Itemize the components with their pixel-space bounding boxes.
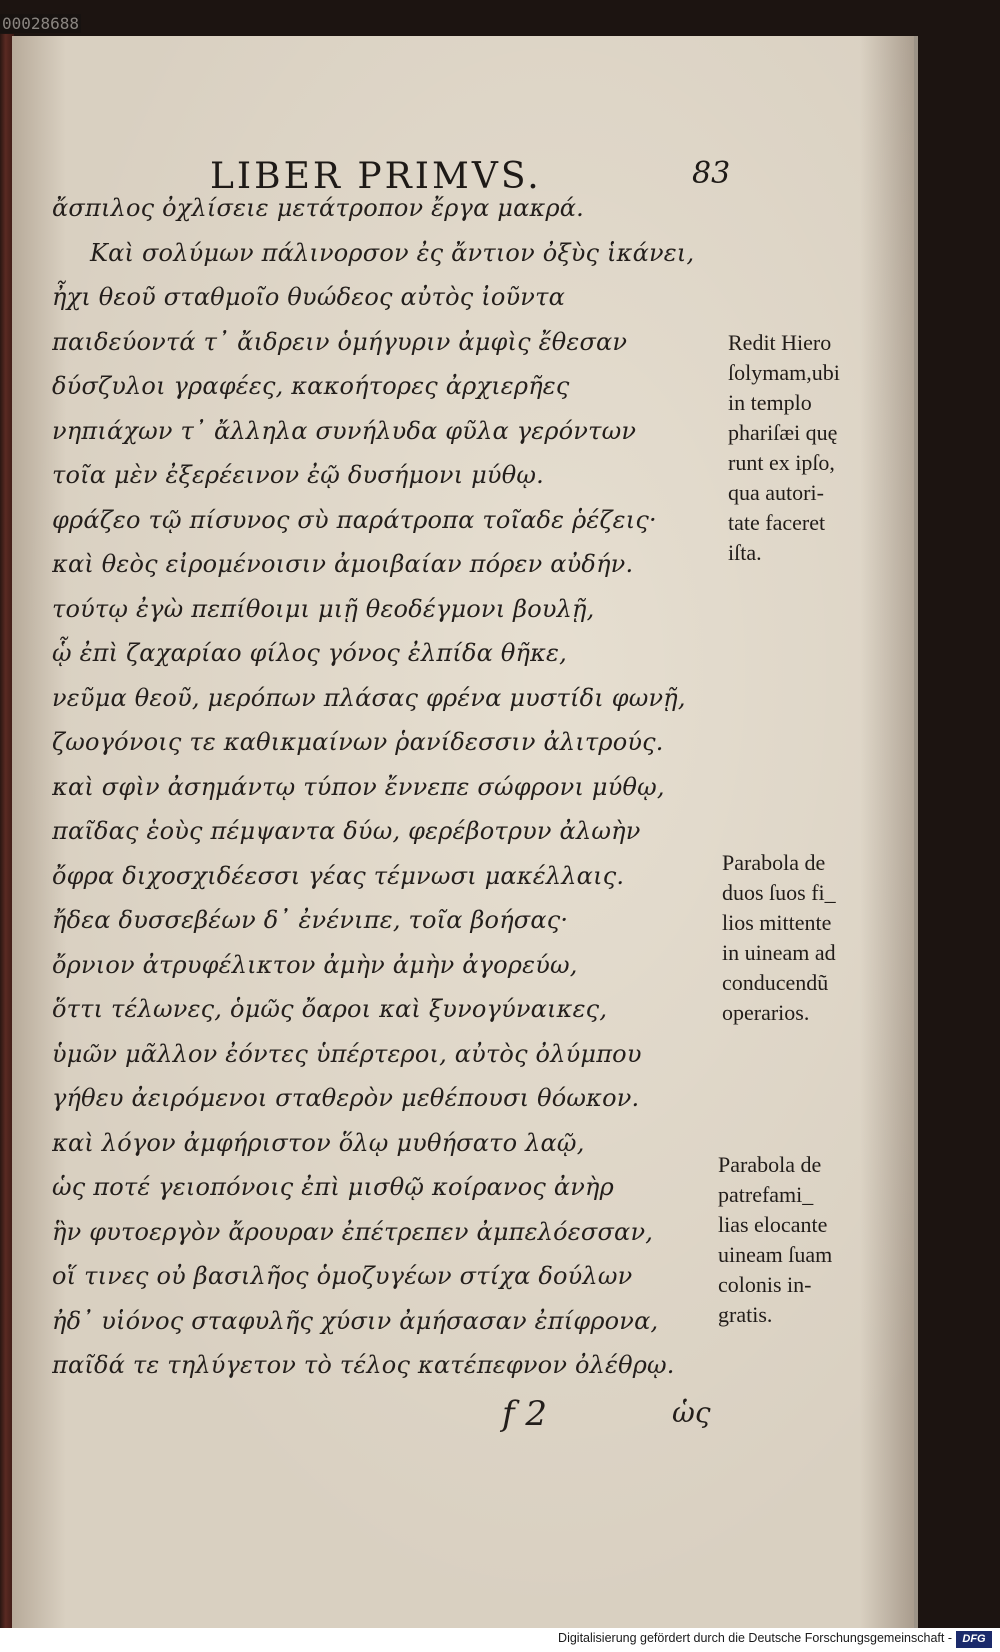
catchword: ὡς [672,1396,711,1429]
text-line: παῖδας ἑοὺς πέμψαντα δύω, φερέβοτρυν ἀλωὴν [52,817,641,845]
text-line: δύσζυλοι γραφέες, κακοήτορες ἀρχιερῆες [52,372,570,400]
text-line: νεῦμα θεοῦ, μερόπων πλάσας φρένα μυστίδι φωνῇ, [52,683,686,712]
book-page [12,36,918,1628]
text-line: ὄρνιον ἀτρυφέλικτον ἀμὴν ἀμὴν ἀγορεύω, [52,950,578,979]
margin-note-line: lias elocante [718,1212,828,1237]
text-line: οἵ τινες οὐ βασιλῆος ὁμοζυγέων στίχα δούλων [52,1262,633,1290]
text-line: ἦχι θεοῦ σταθμοῖο θυώδεος αὐτὸς ἰοῦντα [52,283,565,311]
margin-note-line: gratis. [718,1302,773,1327]
margin-note-line: in uineam ad [722,940,836,965]
text-line: ἄσπιλος ὀχλίσειε μετάτροπον ἔργα μακρά. [52,194,584,222]
text-line: παιδεύοντά τ᾽ ἄιδρειν ὁμήγυριν ἀμφὶς ἔθεσαν [52,327,628,356]
text-line: τούτῳ ἐγὼ πεπίθοιμι μιῇ θεοδέγμονι βουλῇ, [52,594,595,623]
funding-credit: Digitalisierung gefördert durch die Deutsche Forschungsgemeinschaft - [558,1631,952,1645]
text-line: ζωογόνοις τε καθικμαίνων ῥανίδεσσιν ἀλιτρούς. [52,728,664,756]
text-line: φράζεο τῷ πίσυνος σὺ παράτροπα τοῖαδε ῥέζεις· [52,505,657,534]
text-line: Καὶ σολύμων πάλινορσον ἐς ἄντιον ὀξὺς ἱκάνει, [90,238,695,267]
margin-note-2 [722,848,892,1028]
margin-note-line: colonis in- [718,1272,812,1297]
folio-number: 83 [692,156,731,191]
text-line: ὄφρα διχοσχιδέεσσι γέας τέμνωσι μακέλλαις. [52,861,625,890]
dfg-logo: DFG [956,1631,992,1648]
text-line: καὶ σφὶν ἀσημάντῳ τύπον ἔννεπε σώφρονι μύθῳ, [52,772,665,801]
margin-note-line: tate faceret [728,510,826,535]
margin-note-line: duos ſuos fi_ [722,880,836,905]
margin-note-line: ſolymam,ubi [728,360,840,385]
margin-note-line: patrefami_ [718,1182,814,1207]
text-line: παῖδά τε τηλύγετον τὸ τέλος κατέπεφνον ὀλέθρῳ. [52,1351,675,1379]
text-line: ὡς ποτέ γειοπόνοις ἐπὶ μισθῷ κοίρανος ἀνὴρ [52,1173,614,1201]
text-line: καὶ θεὸς εἰρομένοισιν ἀμοιβαίαν πόρεν αὐδήν. [52,550,634,578]
text-line: ὑμῶν μᾶλλον ἐόντες ὑπέρτεροι, αὐτὸς ὀλύμπου [52,1039,642,1068]
digitization-footer [0,1628,1000,1652]
text-line: ᾧ ἐπὶ ζαχαρίαο φίλος γόνος ἐλπίδα θῆκε, [52,639,567,667]
margin-note-line: Parabola de [718,1152,822,1177]
signature-mark: f 2 [502,1394,548,1434]
text-line: γήθευ ἀειρόμενοι σταθερὸν μεθέπουσι θόωκον. [52,1084,640,1112]
margin-note-line: qua autori- [728,480,824,505]
margin-note-line: operarios. [722,1000,810,1025]
margin-note-line: Parabola de [722,850,826,875]
text-line: ἠδ᾽ υἱόνος σταφυλῆς χύσιν ἀμήσασαν ἐπίφρονα, [52,1306,659,1335]
margin-note-line: uineam ſuam [718,1242,833,1267]
text-line: ἣν φυτοεργὸν ἄρουραν ἐπέτρεπεν ἀμπελόεσσαν, [52,1217,654,1246]
scan-id: 00028688 [2,14,80,33]
text-line: καὶ λόγον ἀμφήριστον ὅλῳ μυθήσατο λαῷ, [52,1128,585,1157]
margin-note-3 [718,1150,888,1330]
margin-note-line: lios mittente [722,910,832,935]
margin-note-line: phariſæi quę [728,420,838,445]
text-line: ἤδεα δυσσεβέων δ᾽ ἐνένιπε, τοῖα βοήσας· [52,906,569,934]
body-text [52,186,712,1388]
margin-note-line: in templo [728,390,812,415]
text-line: νηπιάχων τ᾽ ἄλληλα συνήλυδα φῦλα γερόντων [52,416,637,445]
text-line: ὅττι τέλωνες, ὁμῶς ὄαροι καὶ ξυνογύναικες, [52,995,608,1023]
margin-note-line: iſta. [728,540,762,565]
margin-note-line: conducendũ [722,970,829,995]
text-line: τοῖα μὲν ἐξερέεινον ἐῷ δυσήμονι μύθῳ. [52,461,544,489]
running-head: LIBER PRIMVS. [210,156,542,197]
margin-note-line: Redit Hiero [728,330,832,355]
margin-note-1 [728,328,898,568]
margin-note-line: runt ex ipſo, [728,450,835,475]
